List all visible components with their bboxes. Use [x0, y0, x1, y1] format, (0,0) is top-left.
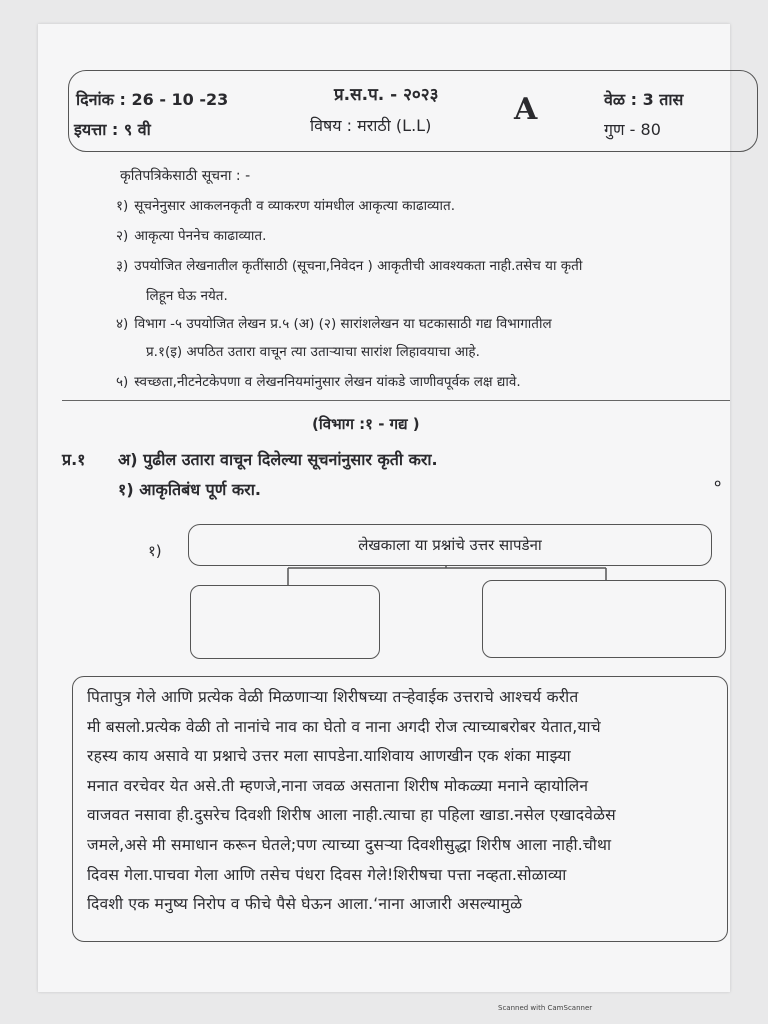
passage-line: मी बसलो.प्रत्येक वेळी तो नानांचे नाव का घेतो व नाना अगदी रोज त्याच्याबरोबर येतात,याचे: [87, 717, 601, 736]
passage-line: दिवशी एक मनुष्य निरोप व फीचे पैसे घेऊन आला.‘नाना आजारी असल्यामुळे: [87, 895, 523, 914]
class-label: इयत्ता : ९ वी: [74, 120, 151, 139]
answer-box-right[interactable]: [482, 580, 726, 658]
instruction-text-cont: प्र.१(इ) अपठित उतारा वाचून त्या उताऱ्याचा सारांश लिहावयाचा आहे.: [146, 344, 480, 360]
exam-date: दिनांक : 26 - 10 -23: [76, 90, 229, 109]
instruction-text: सूचनेनुसार आकलनकृती व व्याकरण यांमधील आकृत्या काढाव्यात.: [134, 198, 455, 214]
diagram-top-label: लेखकाला या प्रश्नांचे उत्तर सापडेना: [358, 536, 542, 554]
passage-box: [72, 676, 728, 942]
passage-line: दिवस गेला.पाचवा गेला आणि तसेच पंधरा दिवस गेले!शिरीषचा पत्ता नव्हता.सोळाव्या: [87, 865, 567, 884]
set-letter: A: [514, 92, 538, 127]
instruction-number: ३): [116, 258, 129, 274]
passage-line: वाजवत नसावा ही.दुसरेच दिवशी शिरीष आला नाही.त्याचा हा पहिला खाडा.नसेल एखादवेळेस: [87, 806, 616, 825]
instruction-text: आकृत्या पेननेच काढाव्यात.: [134, 228, 267, 244]
sub-question: १) आकृतिबंध पूर्ण करा.: [118, 480, 261, 499]
instructions-heading: कृतिपत्रिकेसाठी सूचना : -: [120, 168, 251, 184]
exam-time: वेळ : 3 तास: [604, 90, 684, 109]
instruction-number: ५): [116, 374, 129, 390]
diagram-number: १): [148, 542, 162, 560]
instruction-text: उपयोजित लेखनातील कृतींसाठी (सूचना,निवेदन ) आकृतीची आवश्यकता नाही.तसेच या कृती: [134, 258, 583, 274]
instruction-text-cont: लिहून घेऊ नयेत.: [146, 288, 228, 304]
scanner-watermark: Scanned with CamScanner: [498, 1004, 593, 1012]
total-marks: गुण - 80: [604, 120, 661, 139]
instruction-text: स्वच्छता,नीटनेटकेपणा व लेखननियमांनुसार लेखन यांकडे जाणीवपूर्वक लक्ष द्यावे.: [134, 374, 521, 390]
passage-line: जमले,असे मी समाधान करून घेतले;पण त्याच्या दुसऱ्या दिवशीसुद्धा शिरीष आला नाही.चौथा: [87, 835, 612, 854]
subject-label: विषय : मराठी (L.L): [310, 116, 432, 135]
exam-code: प्र.स.प. - २०२३: [334, 85, 439, 105]
instruction-number: १): [116, 198, 129, 214]
question-number: प्र.१: [62, 450, 86, 469]
instruction-number: २): [116, 228, 129, 244]
answer-box-left[interactable]: [190, 585, 380, 659]
passage-line: पितापुत्र गेले आणि प्रत्येक वेळी मिळणाऱ्या शिरीषच्या तऱ्हेवाईक उत्तराचे आश्चर्य करीत: [87, 688, 579, 706]
instruction-text: विभाग -५ उपयोजित लेखन प्र.५ (अ) (२) सारांशलेखन या घटकासाठी गद्य विभागातील: [134, 316, 552, 332]
question-text: अ) पुढील उतारा वाचून दिलेल्या सूचनांनुसार कृती करा.: [118, 450, 438, 469]
section-title: (विभाग :१ - गद्य ): [312, 415, 420, 433]
instruction-number: ४): [116, 316, 129, 332]
passage-line: रहस्य काय असावे या प्रश्नाचे उत्तर मला सापडेना.याशिवाय आणखीन एक शंका माझ्या: [87, 747, 571, 766]
passage-line: मनात वरचेवर येत असे.ती म्हणजे,नाना जवळ असताना शिरीष मोकळ्या मनाने व्हायोलिन: [87, 776, 589, 795]
stray-mark: ०: [714, 476, 722, 492]
